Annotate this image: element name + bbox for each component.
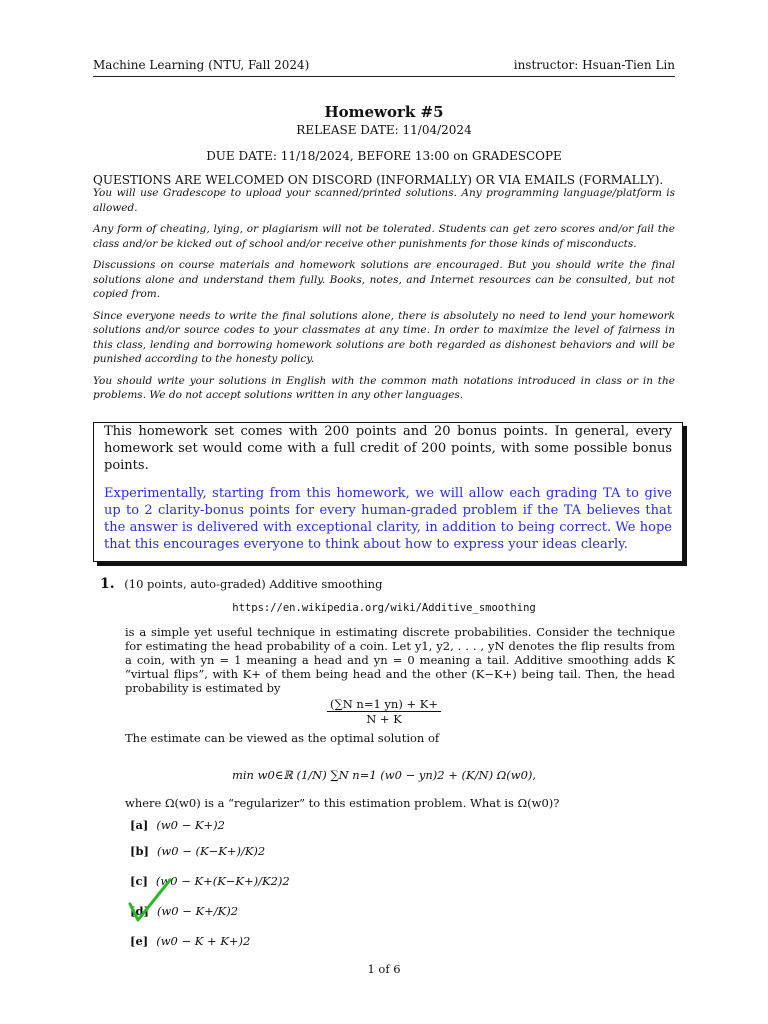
problem-paragraph-1 — [125, 625, 675, 695]
instructor-name: instructor: Hsuan-Tien Lin — [513, 58, 675, 72]
release-date: RELEASE DATE: 11/04/2024 — [296, 123, 472, 137]
notice-highlight: Experimentally, starting from this homework, we will allow each grading TA to give up to 2 clarity-bonus points for every human-graded problem if the TA believes that the answer is delivered with exceptional clarity, in addition to being correct. We hope that this encourages everyone to think about how to express your ideas clearly. — [104, 486, 672, 552]
option-expression: (w0 − K+(K−K+)/K2)2 — [155, 874, 290, 888]
problem-url[interactable]: https://en.wikipedia.org/wiki/Additive_smoothing — [232, 602, 536, 614]
option-expression: (w0 − K+/K)2 — [156, 904, 239, 918]
page-number: 1 of 6 — [367, 962, 401, 976]
option-b[interactable] — [130, 836, 290, 866]
option-label: [b] — [130, 844, 149, 858]
policy-paragraph: Discussions on course materials and homework solutions are encouraged. But you should write the final solutions alone and understand them fully. Books, notes, and Internet resources can be consulted, but not copied from. — [93, 259, 675, 300]
option-label: [a] — [130, 818, 149, 832]
problem-1-heading — [100, 576, 675, 592]
policy-paragraph: Any form of cheating, lying, or plagiarism will not be tolerated. Students can get zero scores and/or fail the class and/or be kicked out of school and/or receive other punishments for those kinds of misconducts. — [93, 223, 675, 250]
option-expression: (w0 − K+)2 — [156, 818, 225, 832]
course-name: Machine Learning (NTU, Fall 2024) — [93, 58, 310, 72]
policy-paragraph: Since everyone needs to write the final solutions alone, there is absolutely no need to lend your homework solutions and/or source codes to your classmates at any time. In order to maximize the level of fairness in this class, lending and borrowing homework solutions are both regarded as dishonest behaviors and will be punished according to the honesty policy. — [93, 309, 675, 365]
problem-text: The estimate can be viewed as the optimal solution of — [125, 731, 440, 745]
header-rule — [93, 76, 675, 77]
policy-paragraph: You should write your solutions in English with the common math notations introduced in class or in the problems. We do not accept solutions written in any other languages. — [93, 374, 675, 401]
homework-title: Homework #5 — [324, 103, 444, 121]
option-label: [e] — [130, 934, 149, 948]
title-block — [93, 103, 675, 187]
problem-text: is a simple yet useful technique in estimating discrete probabilities. Consider the technique for estimating the head probability of a coin. Let y1, y2, . . . , yN denotes the flip results from a coin, with yn = 1 meaning a head and yn = 0 meaning a tail. Additive smoothing adds K “virtual flips”, with K+ of them being head and the other (K−K+) being tail. Then, the head probability is estimated by — [125, 625, 675, 695]
problem-text: where Ω(w0) is a “regularizer” to this estimation problem. What is Ω(w0)? — [125, 796, 560, 810]
checkmark-icon — [126, 876, 174, 926]
optimization-equation — [0, 756, 768, 794]
estimate-equation — [0, 697, 768, 726]
questions-welcome: QUESTIONS ARE WELCOMED ON DISCORD (INFORMALLY) OR VIA EMAILS (FORMALLY). — [93, 173, 664, 187]
option-label: [d] — [130, 904, 149, 918]
option-label: [c] — [130, 874, 148, 888]
optimization-expression: min w0∈ℝ (1/N) ∑N n=1 (w0 − yn)2 + (K/N) Ω(w0), — [231, 768, 537, 782]
estimate-numerator: (∑N n=1 yn) + K+ — [327, 697, 441, 712]
notice-box — [93, 422, 683, 562]
option-e[interactable] — [130, 926, 290, 956]
notice-text: This homework set comes with 200 points and 20 bonus points. In general, every homework set would come with a full credit of 200 points, with some possible bonus points. — [104, 424, 672, 473]
problem-number: 1. — [100, 576, 115, 592]
problem-paragraph-2 — [125, 731, 675, 745]
option-expression: (w0 − K + K+)2 — [156, 934, 251, 948]
problem-title: (10 points, auto-graded) Additive smoothing — [124, 577, 383, 591]
problem-paragraph-3 — [125, 796, 675, 810]
policy-paragraphs — [93, 186, 675, 403]
estimate-fraction — [327, 697, 441, 726]
option-a[interactable] — [130, 814, 290, 836]
page-header — [93, 58, 675, 72]
option-expression: (w0 − (K−K+)/K)2 — [156, 844, 266, 858]
estimate-denominator: N + K — [366, 712, 402, 726]
due-date: DUE DATE: 11/18/2024, BEFORE 13:00 on GRADESCOPE — [206, 149, 562, 163]
policy-paragraph: You will use Gradescope to upload your scanned/printed solutions. Any programming language/platform is allowed. — [93, 187, 675, 214]
